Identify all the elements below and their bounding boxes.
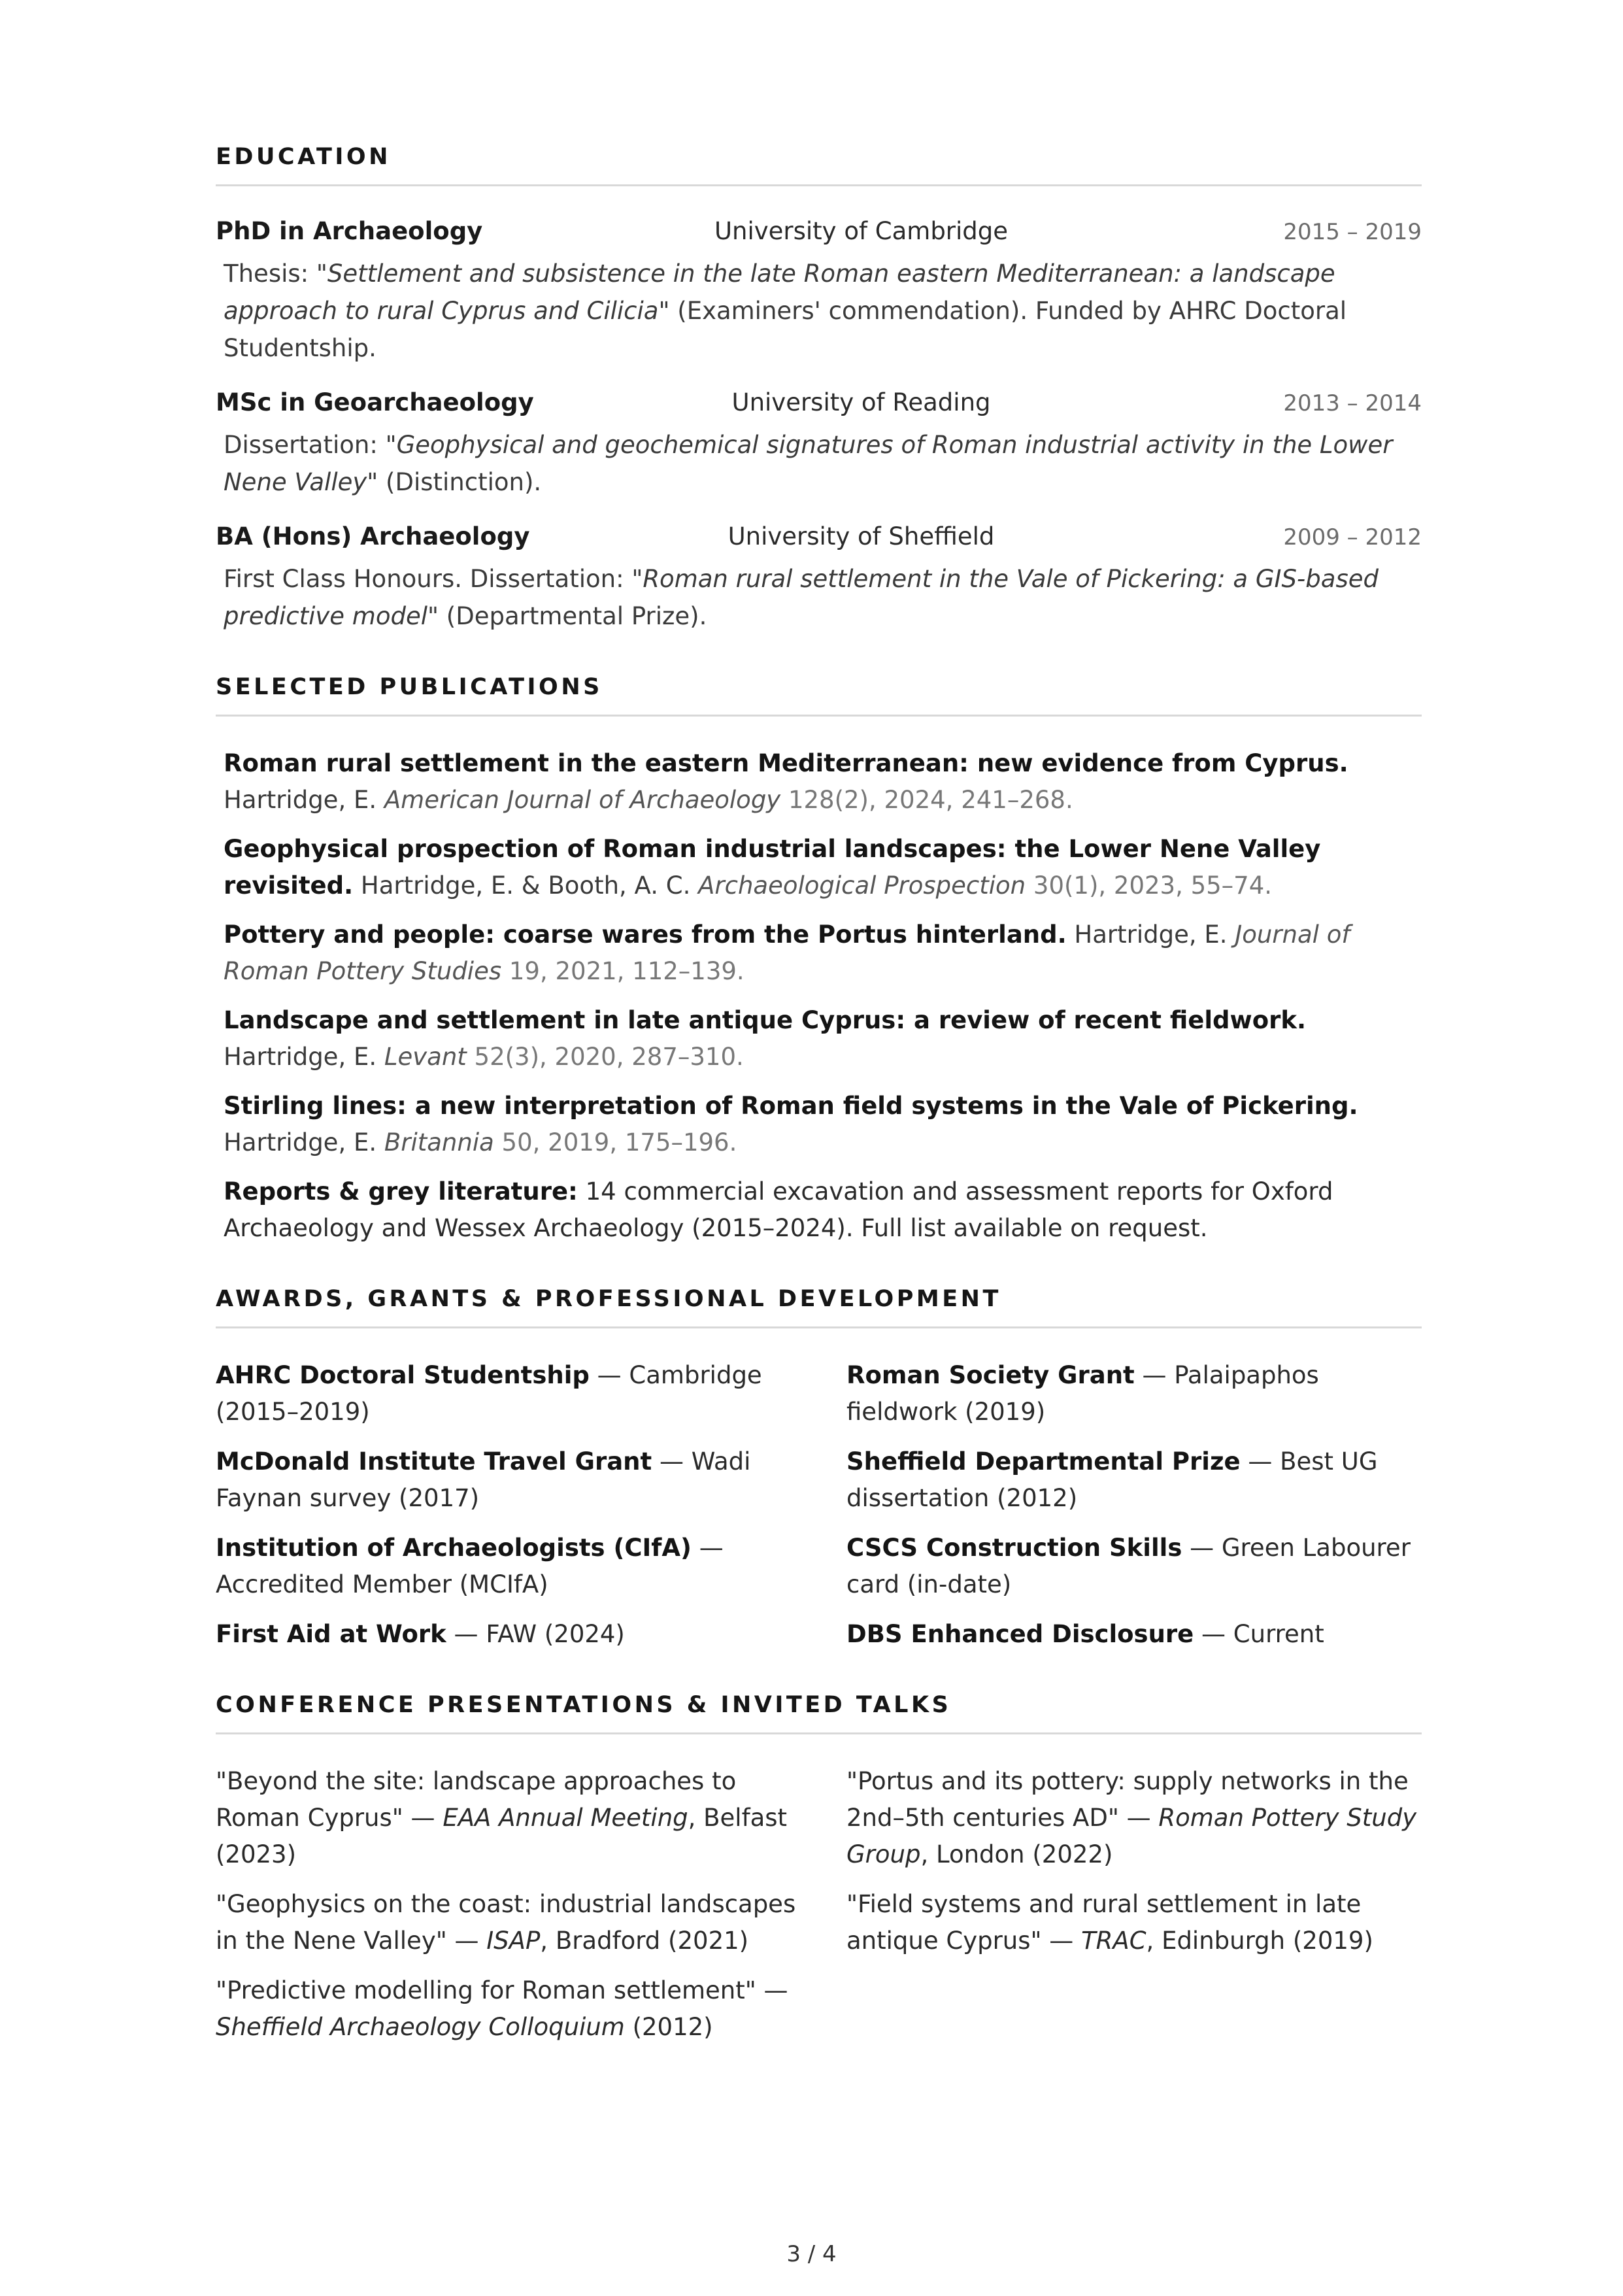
- publication-venue: Archaeological Prospection: [698, 871, 1026, 900]
- award-item: [216, 1443, 817, 1517]
- talks-grid: [216, 1763, 1422, 2046]
- publication-item: [216, 745, 1422, 819]
- talk-title: "Geophysics on the coast: industrial landscapes in the Nene Valley" —: [216, 1890, 796, 1955]
- award-name: McDonald Institute Travel Grant: [216, 1447, 652, 1476]
- award-name: Sheffield Departmental Prize: [846, 1447, 1241, 1476]
- reports-text: 14 commercial excavation and assessment reports for Oxford Archaeology and Wessex Archaeology (2015–2024). Full list available on request.: [224, 1177, 1333, 1242]
- publication-venue: American Journal of Archaeology: [384, 786, 781, 814]
- talk-item: [216, 1886, 817, 1959]
- degree: MSc in Geoarchaeology: [216, 388, 534, 416]
- award-name: AHRC Doctoral Studentship: [216, 1361, 590, 1389]
- desc-text: First Class Honours. Dissertation:: [224, 565, 632, 593]
- cv-content: [216, 144, 1422, 2085]
- talk-title: "Field systems and rural settlement in late antique Cyprus" —: [846, 1890, 1362, 1955]
- education-entry: [216, 520, 1422, 635]
- education-entry: [216, 215, 1422, 367]
- talks-heading: CONFERENCE PRESENTATIONS & INVITED TALKS: [216, 1692, 1422, 1734]
- education-description: [216, 560, 1422, 635]
- desc-text: (Examiners' commendation). Funded by AHRC Doctoral Studentship.: [224, 297, 1347, 362]
- talk-item: [216, 1763, 817, 1873]
- publication-item: [216, 1088, 1422, 1161]
- talk-place: , Edinburgh (2019): [1146, 1927, 1373, 1955]
- dissertation-title: "Geophysical and geochemical signatures of Roman industrial activity in the Lower Nene Valley": [224, 431, 1393, 496]
- award-desc: — Accredited Member (MCIfA): [216, 1534, 724, 1598]
- award-desc: — FAW (2024): [446, 1620, 625, 1648]
- talk-title: "Portus and its pottery: supply networks in the 2nd–5th centuries AD" —: [846, 1767, 1409, 1832]
- award-name: CSCS Construction Skills: [846, 1534, 1182, 1562]
- publication-title: Roman rural settlement in the eastern Mediterranean: new evidence from Cyprus.: [224, 749, 1348, 777]
- publication-details: 19, 2021, 112–139.: [501, 957, 745, 985]
- desc-text: (Distinction).: [378, 468, 542, 496]
- publication-title: Landscape and settlement in late antique Cyprus: a review of recent fieldwork.: [224, 1006, 1307, 1034]
- award-name: First Aid at Work: [216, 1620, 446, 1648]
- award-item: [846, 1443, 1422, 1517]
- talk-venue: TRAC: [1081, 1927, 1146, 1955]
- education-description: [216, 426, 1422, 501]
- years: 2013 – 2014: [1283, 390, 1422, 416]
- award-desc: — Wadi Faynan survey (2017): [216, 1447, 751, 1512]
- talk-item: [846, 1886, 1422, 1959]
- degree: BA (Hons) Archaeology: [216, 522, 530, 550]
- talks-section: [216, 1692, 1422, 2046]
- award-desc: — Palaipaphos fieldwork (2019): [846, 1361, 1319, 1426]
- education-description: [216, 255, 1422, 367]
- award-item: [846, 1616, 1422, 1653]
- talk-venue: EAA Annual Meeting: [443, 1804, 688, 1832]
- publication-authors: Hartridge, E.: [224, 1128, 384, 1156]
- education-row: [216, 386, 1422, 420]
- desc-text: Dissertation:: [224, 431, 386, 459]
- publication-item: [216, 917, 1422, 990]
- reports-item: [216, 1173, 1422, 1247]
- education-heading: EDUCATION: [216, 144, 1422, 186]
- page-number: 3 / 4: [786, 2241, 837, 2267]
- award-item: [846, 1530, 1422, 1603]
- publication-venue: Journal of Roman Pottery Studies: [224, 920, 1350, 985]
- degree: PhD in Archaeology: [216, 217, 483, 245]
- publication-venue: Britannia: [384, 1128, 494, 1156]
- publications-heading: SELECTED PUBLICATIONS: [216, 674, 1422, 717]
- publications-section: [216, 674, 1422, 1247]
- years: 2009 – 2012: [1283, 524, 1422, 550]
- institution: University of Reading: [731, 388, 991, 416]
- publication-authors: Hartridge, E.: [1066, 920, 1235, 949]
- publication-authors: Hartridge, E. & Booth, A. C.: [353, 871, 699, 900]
- publication-venue: Levant: [384, 1043, 467, 1071]
- institution: University of Sheffield: [728, 522, 995, 550]
- talk-venue: Roman Pottery Study Group: [846, 1804, 1417, 1868]
- award-desc: — Best UG dissertation (2012): [846, 1447, 1378, 1512]
- publication-item: [216, 831, 1422, 904]
- publication-title: Stirling lines: a new interpretation of Roman field systems in the Vale of Pickering.: [224, 1092, 1358, 1120]
- education-row: [216, 215, 1422, 248]
- talk-place: , Bradford (2021): [540, 1927, 749, 1955]
- publication-details: 52(3), 2020, 287–310.: [466, 1043, 744, 1071]
- dissertation-title: "Roman rural settlement in the Vale of Pickering: a GIS-based predictive model": [224, 565, 1379, 630]
- talk-place: , Belfast (2023): [216, 1804, 788, 1868]
- institution: University of Cambridge: [714, 217, 1009, 245]
- publication-item: [216, 1002, 1422, 1075]
- award-item: [846, 1357, 1422, 1430]
- talk-item: [846, 1763, 1422, 1873]
- award-name: DBS Enhanced Disclosure: [846, 1620, 1194, 1648]
- awards-grid: [216, 1357, 1422, 1653]
- award-name: Roman Society Grant: [846, 1361, 1135, 1389]
- talk-place: , London (2022): [920, 1840, 1113, 1868]
- awards-heading: AWARDS, GRANTS & PROFESSIONAL DEVELOPMENT: [216, 1286, 1422, 1328]
- publication-details: 50, 2019, 175–196.: [494, 1128, 737, 1156]
- talk-item: [216, 1972, 817, 2046]
- talk-place: (2012): [624, 2013, 713, 2041]
- award-desc: — Cambridge (2015–2019): [216, 1361, 762, 1426]
- award-name: Institution of Archaeologists (CIfA): [216, 1534, 692, 1562]
- talk-venue: Sheffield Archaeology Colloquium: [216, 2013, 625, 2041]
- awards-section: [216, 1286, 1422, 1653]
- education-row: [216, 520, 1422, 554]
- award-item: [216, 1530, 817, 1603]
- years: 2015 – 2019: [1283, 219, 1422, 245]
- talk-title: "Beyond the site: landscape approaches to Roman Cyprus" —: [216, 1767, 737, 1832]
- talk-title: "Predictive modelling for Roman settlement" —: [216, 1976, 788, 2004]
- talk-venue: ISAP: [486, 1927, 541, 1955]
- award-desc: — Green Labourer card (in-date): [846, 1534, 1411, 1598]
- publication-authors: Hartridge, E.: [224, 1043, 384, 1071]
- publication-authors: Hartridge, E.: [224, 786, 384, 814]
- education-section: [216, 144, 1422, 635]
- publication-details: 128(2), 2024, 241–268.: [780, 786, 1073, 814]
- education-entry: [216, 386, 1422, 501]
- publication-title: Pottery and people: coarse wares from the Portus hinterland.: [224, 920, 1067, 949]
- thesis-title: "Settlement and subsistence in the late Roman eastern Mediterranean: a landscape approach to rural Cyprus and Cilicia": [224, 260, 1335, 325]
- desc-text: (Departmental Prize).: [439, 602, 707, 630]
- desc-text: Thesis:: [224, 260, 316, 288]
- publication-details: 30(1), 2023, 55–74.: [1026, 871, 1273, 900]
- award-item: [216, 1616, 817, 1653]
- reports-label: Reports & grey literature:: [224, 1177, 578, 1206]
- publication-title: Geophysical prospection of Roman industrial landscapes: the Lower Nene Valley revisited.: [224, 835, 1321, 900]
- award-item: [216, 1357, 817, 1430]
- award-desc: — Current: [1194, 1620, 1324, 1648]
